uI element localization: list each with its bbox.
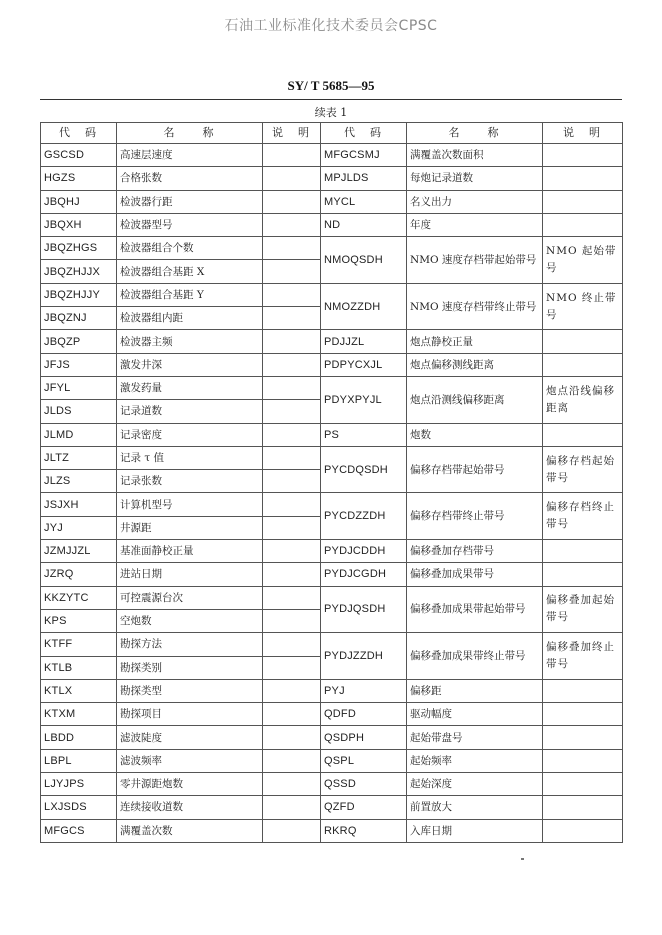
left-name-cell: 检波器组合个数 [117, 237, 263, 260]
left-name-cell: 进站日期 [117, 563, 263, 586]
left-code-cell: HGZS [41, 167, 117, 190]
left-note-cell [263, 260, 321, 283]
left-code-cell: KTFF [41, 633, 117, 656]
right-code-cell: PDPYCXJL [321, 353, 407, 376]
left-code-cell: LBPL [41, 749, 117, 772]
left-name-cell: 合格张数 [117, 167, 263, 190]
right-code-cell: NMOQSDH [321, 237, 407, 284]
left-code-cell: KTLB [41, 656, 117, 679]
right-code-cell: PYCDQSDH [321, 446, 407, 493]
right-note-cell: 偏移叠加起始带号 [543, 586, 623, 633]
right-note-cell [543, 726, 623, 749]
left-code-cell: JLTZ [41, 446, 117, 469]
watermark: 石油工业标准化技术委员会CPSC [224, 18, 438, 34]
left-note-cell [263, 144, 321, 167]
right-note-cell [543, 330, 623, 353]
left-code-cell: JYJ [41, 516, 117, 539]
left-code-cell: JZMJJZL [41, 540, 117, 563]
right-note-cell: NMO 终止带号 [543, 283, 623, 330]
left-name-cell: 基准面静校正量 [117, 540, 263, 563]
right-code-cell: MFGCSMJ [321, 144, 407, 167]
left-note-cell [263, 470, 321, 493]
left-note-cell [263, 796, 321, 819]
left-name-cell: 可控震源台次 [117, 586, 263, 609]
right-name-cell: 名义出力 [407, 190, 543, 213]
right-note-cell [543, 819, 623, 842]
left-code-cell: MFGCS [41, 819, 117, 842]
right-code-cell: QZFD [321, 796, 407, 819]
left-note-cell [263, 726, 321, 749]
left-name-cell: 检波器组内距 [117, 307, 263, 330]
left-name-cell: 连续接收道数 [117, 796, 263, 819]
right-name-cell: 偏移距 [407, 679, 543, 702]
left-note-cell [263, 749, 321, 772]
table-row [41, 563, 623, 586]
right-note-cell [543, 796, 623, 819]
left-name-cell: 勘探类型 [117, 679, 263, 702]
table-row [41, 144, 623, 167]
table-row [41, 237, 623, 260]
table-row [41, 749, 623, 772]
left-name-cell: 记录道数 [117, 400, 263, 423]
table-row [41, 423, 623, 446]
left-note-cell [263, 679, 321, 702]
right-note-cell [543, 563, 623, 586]
right-note-cell [543, 679, 623, 702]
code-table [40, 122, 623, 843]
table-row [41, 726, 623, 749]
left-note-cell [263, 773, 321, 796]
table-row [41, 773, 623, 796]
left-name-cell: 勘探类别 [117, 656, 263, 679]
left-note-cell [263, 586, 321, 609]
right-code-cell: PYDJZZDH [321, 633, 407, 680]
left-note-cell [263, 400, 321, 423]
column-header-code-right: 代 码 [321, 123, 407, 144]
right-name-cell: 炮点静校正量 [407, 330, 543, 353]
top-rule [40, 99, 622, 100]
right-code-cell: PYDJCDDH [321, 540, 407, 563]
right-code-cell: NMOZZDH [321, 283, 407, 330]
left-code-cell: KTLX [41, 679, 117, 702]
right-code-cell: PS [321, 423, 407, 446]
left-name-cell: 检波器组合基距 Y [117, 283, 263, 306]
right-note-cell: 偏移存档终止带号 [543, 493, 623, 540]
left-code-cell: JBQZNJ [41, 307, 117, 330]
right-code-cell: QSDPH [321, 726, 407, 749]
left-note-cell [263, 423, 321, 446]
right-code-cell: RKRQ [321, 819, 407, 842]
left-code-cell: JBQZHJJY [41, 283, 117, 306]
right-note-cell: NMO 起始带号 [543, 237, 623, 284]
right-code-cell: PDYXPYJL [321, 376, 407, 423]
left-name-cell: 零井源距炮数 [117, 773, 263, 796]
table-row [41, 167, 623, 190]
table-row [41, 703, 623, 726]
column-header-note-left: 说 明 [263, 123, 321, 144]
column-header-name-left: 名 称 [117, 123, 263, 144]
table-caption: 续表 1 [314, 106, 348, 119]
right-name-cell: 偏移叠加成果带号 [407, 563, 543, 586]
right-note-cell [543, 749, 623, 772]
column-header-name-right: 名 称 [407, 123, 543, 144]
table-header-row [41, 123, 623, 144]
left-name-cell: 记录 τ 值 [117, 446, 263, 469]
column-header-code-left: 代 码 [41, 123, 117, 144]
right-name-cell: 驱动幅度 [407, 703, 543, 726]
right-code-cell: QSPL [321, 749, 407, 772]
left-name-cell: 激发药量 [117, 376, 263, 399]
standard-number: SY/ T 5685—95 [287, 78, 375, 93]
left-name-cell: 计算机型号 [117, 493, 263, 516]
left-code-cell: LJYJPS [41, 773, 117, 796]
left-note-cell [263, 190, 321, 213]
right-name-cell: 每炮记录道数 [407, 167, 543, 190]
right-name-cell: 年度 [407, 213, 543, 236]
table-row [41, 283, 623, 306]
left-name-cell: 检波器型号 [117, 213, 263, 236]
right-code-cell: MYCL [321, 190, 407, 213]
right-note-cell: 炮点沿线偏移距离 [543, 376, 623, 423]
left-code-cell: LBDD [41, 726, 117, 749]
table-row [41, 819, 623, 842]
left-note-cell [263, 633, 321, 656]
left-name-cell: 勘探方法 [117, 633, 263, 656]
left-note-cell [263, 330, 321, 353]
left-name-cell: 滤波频率 [117, 749, 263, 772]
table-row [41, 330, 623, 353]
left-name-cell: 检波器行距 [117, 190, 263, 213]
left-name-cell: 满覆盖次数 [117, 819, 263, 842]
right-name-cell: 炮点沿测线偏移距离 [407, 376, 543, 423]
left-code-cell: GSCSD [41, 144, 117, 167]
left-name-cell: 空炮数 [117, 609, 263, 632]
table-row [41, 213, 623, 236]
left-code-cell: JBQXH [41, 213, 117, 236]
left-name-cell: 检波器组合基距 X [117, 260, 263, 283]
right-name-cell: NMO 速度存档带起始带号 [407, 237, 543, 284]
right-code-cell: ND [321, 213, 407, 236]
right-name-cell: 入库日期 [407, 819, 543, 842]
table-row [41, 493, 623, 516]
right-name-cell: 偏移存档带起始带号 [407, 446, 543, 493]
right-name-cell: 偏移叠加成果带起始带号 [407, 586, 543, 633]
left-code-cell: KTXM [41, 703, 117, 726]
left-name-cell: 记录张数 [117, 470, 263, 493]
left-code-cell: LXJSDS [41, 796, 117, 819]
left-note-cell [263, 237, 321, 260]
left-note-cell [263, 563, 321, 586]
left-note-cell [263, 656, 321, 679]
right-note-cell [543, 703, 623, 726]
right-name-cell: 偏移叠加存档带号 [407, 540, 543, 563]
left-note-cell [263, 376, 321, 399]
right-note-cell [543, 540, 623, 563]
right-note-cell [543, 167, 623, 190]
right-note-cell [543, 190, 623, 213]
left-note-cell [263, 819, 321, 842]
right-code-cell: PYDJCGDH [321, 563, 407, 586]
left-code-cell: JZRQ [41, 563, 117, 586]
left-note-cell [263, 307, 321, 330]
right-name-cell: 起始深度 [407, 773, 543, 796]
left-note-cell [263, 493, 321, 516]
right-note-cell [543, 213, 623, 236]
column-header-note-right: 说 明 [543, 123, 623, 144]
left-note-cell [263, 516, 321, 539]
left-name-cell: 激发井深 [117, 353, 263, 376]
right-note-cell [543, 773, 623, 796]
table-row [41, 353, 623, 376]
left-note-cell [263, 213, 321, 236]
right-note-cell [543, 423, 623, 446]
right-name-cell: 起始频率 [407, 749, 543, 772]
left-code-cell: JBQZHJJX [41, 260, 117, 283]
right-note-cell [543, 144, 623, 167]
left-note-cell [263, 283, 321, 306]
right-code-cell: QSSD [321, 773, 407, 796]
left-name-cell: 滤波陡度 [117, 726, 263, 749]
table-row [41, 376, 623, 399]
table-row [41, 796, 623, 819]
table-row [41, 679, 623, 702]
right-code-cell: PYJ [321, 679, 407, 702]
left-note-cell [263, 167, 321, 190]
left-code-cell: JBQHJ [41, 190, 117, 213]
left-code-cell: JFJS [41, 353, 117, 376]
left-code-cell: JLDS [41, 400, 117, 423]
right-code-cell: MPJLDS [321, 167, 407, 190]
left-name-cell: 检波器主频 [117, 330, 263, 353]
right-name-cell: 偏移叠加成果带终止带号 [407, 633, 543, 680]
left-code-cell: JBQZP [41, 330, 117, 353]
left-note-cell [263, 609, 321, 632]
table-row [41, 446, 623, 469]
right-name-cell: NMO 速度存档带终止带号 [407, 283, 543, 330]
table-body [41, 144, 623, 843]
left-code-cell: JLMD [41, 423, 117, 446]
left-code-cell: JLZS [41, 470, 117, 493]
table-row [41, 586, 623, 609]
right-code-cell: PYDJQSDH [321, 586, 407, 633]
left-name-cell: 高速层速度 [117, 144, 263, 167]
left-code-cell: JSJXH [41, 493, 117, 516]
left-name-cell: 井源距 [117, 516, 263, 539]
right-name-cell: 偏移存档带终止带号 [407, 493, 543, 540]
right-code-cell: PYCDZZDH [321, 493, 407, 540]
left-note-cell [263, 446, 321, 469]
right-code-cell: QDFD [321, 703, 407, 726]
right-name-cell: 起始带盘号 [407, 726, 543, 749]
left-note-cell [263, 703, 321, 726]
right-name-cell: 满覆盖次数面积 [407, 144, 543, 167]
left-name-cell: 勘探项目 [117, 703, 263, 726]
left-code-cell: JBQZHGS [41, 237, 117, 260]
left-code-cell: KPS [41, 609, 117, 632]
left-code-cell: JFYL [41, 376, 117, 399]
right-note-cell [543, 353, 623, 376]
right-note-cell: 偏移存档起始带号 [543, 446, 623, 493]
left-note-cell [263, 540, 321, 563]
right-note-cell: 偏移叠加终止带号 [543, 633, 623, 680]
left-code-cell: KKZYTC [41, 586, 117, 609]
left-note-cell [263, 353, 321, 376]
right-name-cell: 前置放大 [407, 796, 543, 819]
scan-speck [521, 858, 524, 860]
table-row [41, 190, 623, 213]
table-row [41, 633, 623, 656]
right-code-cell: PDJJZL [321, 330, 407, 353]
right-name-cell: 炮数 [407, 423, 543, 446]
table-row [41, 540, 623, 563]
left-name-cell: 记录密度 [117, 423, 263, 446]
right-name-cell: 炮点偏移测线距离 [407, 353, 543, 376]
